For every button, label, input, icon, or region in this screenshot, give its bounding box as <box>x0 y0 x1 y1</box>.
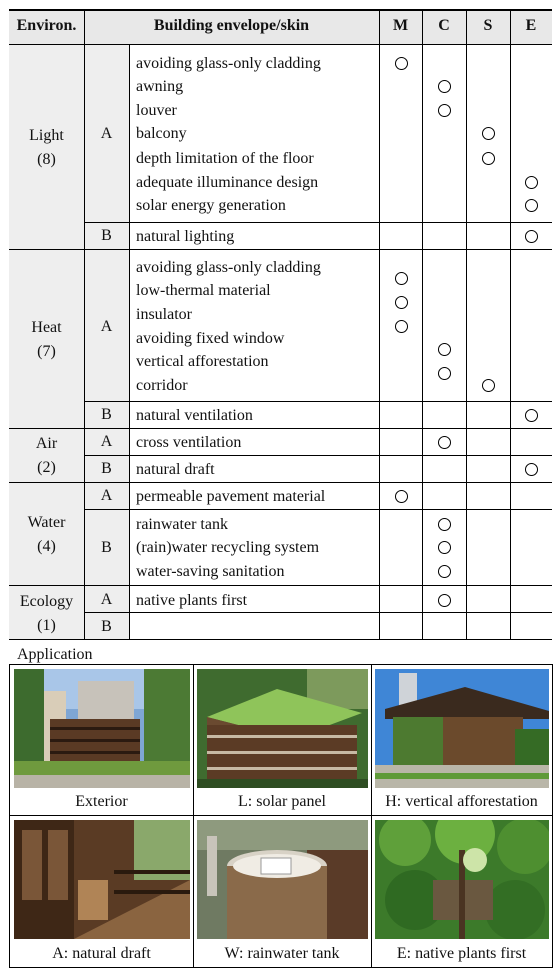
mark-circle <box>438 343 451 356</box>
rule <box>9 10 552 11</box>
group-name-ecology: Ecology <box>19 593 74 610</box>
item-text: rainwater tank <box>136 516 228 533</box>
mark-circle <box>482 152 495 165</box>
natural-draft-photo <box>14 820 190 939</box>
photo-caption: W: rainwater tank <box>224 945 340 962</box>
mark-circle <box>395 320 408 333</box>
item-text: adequate illuminance design <box>136 174 319 191</box>
item-text: avoiding glass-only cladding <box>136 259 321 276</box>
item-text: solar energy generation <box>136 197 286 214</box>
mark-circle <box>482 379 495 392</box>
item-text: awning <box>136 78 184 95</box>
rule <box>9 249 552 250</box>
photo-caption: H: vertical afforestation <box>385 793 538 810</box>
mark-circle <box>395 490 408 503</box>
row-label: B <box>101 460 112 477</box>
mark-circle <box>525 199 538 212</box>
group-count-air: (2) <box>37 459 56 476</box>
exterior-photo <box>14 669 190 788</box>
mark-circle <box>525 463 538 476</box>
group-count-light: (8) <box>37 151 56 168</box>
mark-circle <box>395 272 408 285</box>
rule <box>552 664 553 968</box>
solar-panel-photo <box>197 669 368 788</box>
mark-circle <box>395 296 408 309</box>
item-text: depth limitation of the floor <box>136 150 314 167</box>
group-count-heat: (7) <box>37 343 56 360</box>
row-label: A <box>100 125 113 142</box>
mark-circle <box>438 367 451 380</box>
item-text: cross ventilation <box>136 434 242 451</box>
item-text: (rain)water recycling system <box>136 539 320 556</box>
mark-circle <box>438 565 451 578</box>
header-m: M <box>392 17 409 34</box>
rule <box>84 401 552 402</box>
rule <box>422 9 423 640</box>
row-label: B <box>101 539 112 556</box>
mark-circle <box>525 176 538 189</box>
item-text: vertical afforestation <box>136 353 269 370</box>
group-name-heat: Heat <box>31 319 62 336</box>
vertical-afforestation-photo <box>375 669 549 788</box>
rule <box>84 509 552 510</box>
item-text: avoiding glass-only cladding <box>136 55 321 72</box>
photo-caption: Exterior <box>75 793 128 810</box>
item-text: natural lighting <box>136 228 235 245</box>
rule <box>9 967 552 968</box>
row-label: A <box>100 487 113 504</box>
row-label: B <box>101 618 112 635</box>
header-e: E <box>525 17 537 34</box>
photo-caption: E: native plants first <box>396 945 527 962</box>
header-envelope: Building envelope/skin <box>153 17 310 34</box>
mark-circle <box>438 541 451 554</box>
photo-caption: A: natural draft <box>52 945 151 962</box>
item-text: water-saving sanitation <box>136 563 285 580</box>
rainwater-tank-photo <box>197 820 368 939</box>
item-text: natural draft <box>136 461 215 478</box>
header-c: C <box>438 17 450 34</box>
rule <box>9 428 552 429</box>
item-text: natural ventilation <box>136 407 253 424</box>
item-text: louver <box>136 102 177 119</box>
header-environ: Environ. <box>16 17 77 34</box>
mark-circle <box>395 57 408 70</box>
row-label: A <box>100 318 113 335</box>
item-text: avoiding fixed window <box>136 330 285 347</box>
rule <box>9 639 552 640</box>
mark-circle <box>438 436 451 449</box>
row-label: A <box>100 591 113 608</box>
mark-circle <box>525 230 538 243</box>
rule <box>9 664 552 665</box>
rule <box>193 664 194 968</box>
mark-circle <box>525 409 538 422</box>
rule <box>510 9 511 640</box>
rule <box>9 482 552 483</box>
group-count-ecology: (1) <box>37 617 56 634</box>
rule <box>379 9 380 640</box>
header-s: S <box>483 17 493 34</box>
item-text: balcony <box>136 125 187 142</box>
item-text: corridor <box>136 377 188 394</box>
rule <box>84 455 552 456</box>
row-label: B <box>101 227 112 244</box>
mark-circle <box>438 594 451 607</box>
group-name-air: Air <box>35 435 58 452</box>
item-text: native plants first <box>136 592 248 609</box>
rule <box>9 815 552 816</box>
rule <box>9 585 552 586</box>
row-label: B <box>101 406 112 423</box>
item-text: permeable pavement material <box>136 488 326 505</box>
mark-circle <box>438 104 451 117</box>
row-label: A <box>100 433 113 450</box>
photo-caption: L: solar panel <box>238 793 326 810</box>
rule <box>466 9 467 640</box>
application-title: Application <box>17 646 93 663</box>
item-text: insulator <box>136 306 192 323</box>
mark-circle <box>438 80 451 93</box>
rule <box>371 664 372 968</box>
group-name-water: Water <box>27 514 66 531</box>
rule <box>129 44 130 640</box>
item-text: low-thermal material <box>136 282 271 299</box>
native-plants-photo <box>375 820 549 939</box>
group-count-water: (4) <box>37 538 56 555</box>
mark-circle <box>482 127 495 140</box>
rule <box>9 44 552 45</box>
rule <box>84 222 552 223</box>
mark-circle <box>438 518 451 531</box>
rule <box>9 664 10 968</box>
group-name-light: Light <box>29 127 64 144</box>
